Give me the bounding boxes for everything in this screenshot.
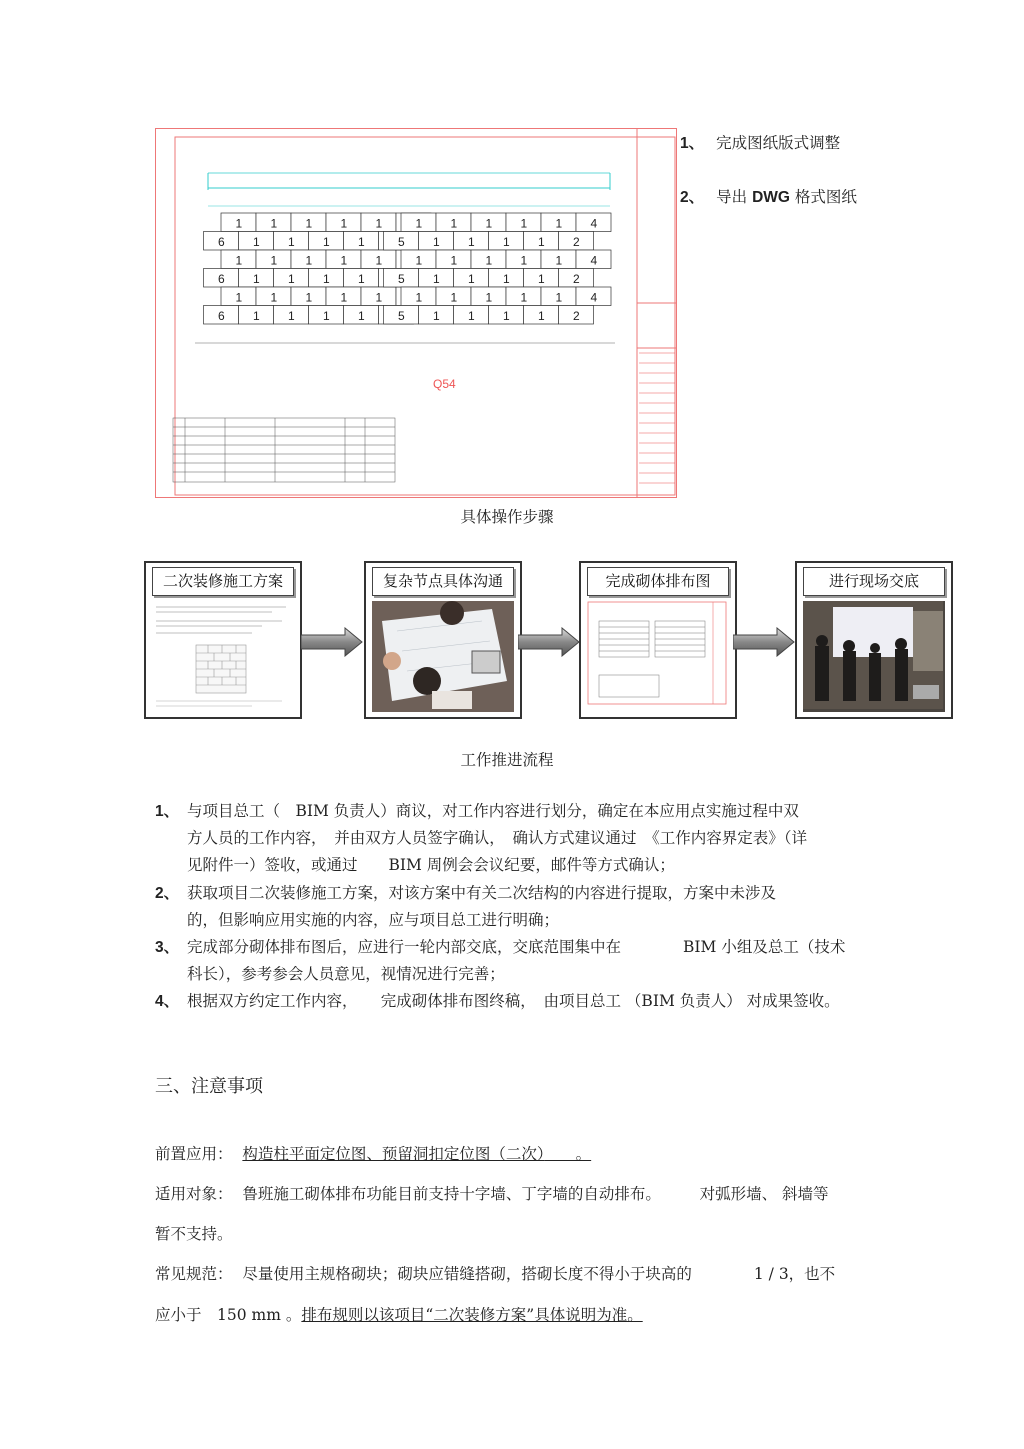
note-norm-value: 尽量使用主规格砌块；砌块应错缝搭砌，搭砌长度不得小于块高的 1 / 3，也不 <box>242 1265 836 1283</box>
brick-label: 6 <box>218 309 225 323</box>
brick-label: 1 <box>555 216 563 231</box>
note-prerequisite-value: 构造柱平面定位图、预留洞扣定位图（二次） <box>242 1145 545 1163</box>
document-thumbnail-icon <box>152 601 294 712</box>
brick-label: 1 <box>235 253 243 268</box>
list-item-4-line-1: 根据双方约定工作内容， 完成砌体排布图终稿， 由项目总工 （BIM 负责人） 对成果签收。 <box>187 992 840 1010</box>
note-prerequisite <box>155 1142 591 1164</box>
list-item-1-num: 1、 <box>155 803 180 820</box>
brick-label: 1 <box>253 272 260 286</box>
brick-label: 1 <box>323 235 330 249</box>
note-target-cont: 暂不支持。 <box>155 1225 233 1243</box>
meeting-photo-icon <box>372 601 514 712</box>
brick-label: 1 <box>468 272 475 286</box>
brick-label: 1 <box>415 216 423 231</box>
brick-label: 2 <box>573 272 580 286</box>
brick-label: 1 <box>450 290 458 305</box>
flow-arrow-icon <box>733 627 795 657</box>
brick-label: 1 <box>433 309 440 323</box>
brick-label: 1 <box>520 253 528 268</box>
brick-label: 1 <box>503 272 510 286</box>
list-item-3-line-2: 科长），参考参会人员意见，视情况进行完善； <box>187 965 505 983</box>
brick-label: 1 <box>503 235 510 249</box>
brick-label: 1 <box>503 309 510 323</box>
note-target-value: 鲁班施工砌体排布功能目前支持十字墙、丁字墙的自动排布。 对弧形墙、 斜墙等 <box>242 1185 829 1203</box>
note-norm-cont-text: 应小于 150 mm 。 <box>155 1306 302 1324</box>
side-step-2-num: 2、 <box>680 189 705 206</box>
note-norm <box>155 1262 835 1284</box>
list-item-3 <box>155 934 846 983</box>
workflow-step-3-title: 完成砌体排布图 <box>587 567 729 596</box>
brick-label: 1 <box>485 253 493 268</box>
brick-label: 1 <box>323 272 330 286</box>
side-step-2-text-end: 格式图纸 <box>789 188 857 206</box>
cad-drawing-image <box>155 128 677 498</box>
brick-label: 1 <box>520 216 528 231</box>
brick-label: 1 <box>520 290 528 305</box>
list-item-1-line-1: 与项目总工（ BIM 负责人）商议，对工作内容进行划分，确定在本应用点实施过程中双 <box>187 802 799 820</box>
side-step-1-text: 完成图纸版式调整 <box>716 134 841 152</box>
workflow-step-1 <box>144 561 302 719</box>
brick-label: 1 <box>323 309 330 323</box>
list-item-2-num: 2、 <box>155 885 180 902</box>
brick-label: 1 <box>340 290 348 305</box>
list-item-3-num: 3、 <box>155 939 180 956</box>
brick-label: 4 <box>590 253 598 268</box>
brick-label: 4 <box>590 290 598 305</box>
side-step-1 <box>680 131 840 153</box>
brick-label: 1 <box>450 253 458 268</box>
note-norm-rule: 排布规则以该项目“二次装修方案”具体说明为准。 <box>301 1306 643 1324</box>
brick-label: 1 <box>375 290 383 305</box>
brick-label: 1 <box>340 216 348 231</box>
flow-arrow-icon <box>301 627 363 657</box>
note-target-label: 适用对象： <box>155 1185 233 1203</box>
brick-label: 1 <box>375 216 383 231</box>
brick-label: 1 <box>305 253 313 268</box>
brick-label: 1 <box>433 235 440 249</box>
caption-flow: 工作推进流程 <box>460 751 554 769</box>
list-item-1-line-3: 见附件一）签收，或通过 BIM 周例会会议纪要，邮件等方式确认； <box>187 856 675 874</box>
brick-label: 1 <box>538 272 545 286</box>
brick-label: 1 <box>305 216 313 231</box>
brick-label: 1 <box>555 253 563 268</box>
brick-label: 1 <box>358 309 365 323</box>
brick-label: 1 <box>555 290 563 305</box>
drawing-label-q54: Q54 <box>433 377 456 391</box>
brick-label: 1 <box>270 253 278 268</box>
brick-label: 2 <box>573 235 580 249</box>
brick-label: 6 <box>218 235 225 249</box>
note-target <box>155 1182 829 1204</box>
brick-label: 1 <box>340 253 348 268</box>
brick-label: 1 <box>485 290 493 305</box>
presentation-photo-icon <box>803 601 945 712</box>
brick-label: 1 <box>270 290 278 305</box>
list-item-4-num: 4、 <box>155 993 180 1010</box>
brick-label: 1 <box>415 290 423 305</box>
brick-label: 5 <box>398 272 405 286</box>
workflow-step-2-title: 复杂节点具体沟通 <box>372 567 514 596</box>
side-step-2 <box>680 185 857 207</box>
brick-label: 1 <box>433 272 440 286</box>
brick-label: 1 <box>415 253 423 268</box>
caption-steps: 具体操作步骤 <box>460 508 554 526</box>
brick-label: 5 <box>398 309 405 323</box>
list-item-4 <box>155 988 840 1015</box>
brick-label: 1 <box>270 216 278 231</box>
workflow-step-3 <box>579 561 737 719</box>
workflow-step-4-title: 进行现场交底 <box>803 567 945 596</box>
brick-label: 5 <box>398 235 405 249</box>
brick-label: 2 <box>573 309 580 323</box>
brick-label: 1 <box>305 290 313 305</box>
brick-label: 1 <box>288 272 295 286</box>
brick-label: 1 <box>468 235 475 249</box>
brick-label: 6 <box>218 272 225 286</box>
brick-label: 1 <box>235 290 243 305</box>
note-norm-label: 常见规范： <box>155 1265 233 1283</box>
list-item-1-line-2: 方人员的工作内容， 并由双方人员签字确认， 确认方式建议通过 《工作内容界定表》（详 <box>187 829 808 847</box>
section-heading: 三、注意事项 <box>155 1076 263 1097</box>
side-step-2-dwg: DWG <box>752 189 790 206</box>
brick-label: 1 <box>288 309 295 323</box>
brick-label: 1 <box>375 253 383 268</box>
brick-label: 1 <box>235 216 243 231</box>
brick-label: 1 <box>538 235 545 249</box>
brick-label: 1 <box>288 235 295 249</box>
list-item-2-line-2: 的，但影响应用实施的内容，应与项目总工进行明确； <box>187 911 560 929</box>
brick-label: 1 <box>538 309 545 323</box>
note-prerequisite-end: 。 <box>544 1145 592 1163</box>
drawing-thumbnail-icon <box>587 601 729 712</box>
brick-label: 1 <box>253 235 260 249</box>
side-step-2-text: 导出 <box>716 188 753 206</box>
list-item-2-line-1: 获取项目二次装修施工方案，对该方案中有关二次结构的内容进行提取，方案中未涉及 <box>187 884 777 902</box>
brick-label: 1 <box>253 309 260 323</box>
note-norm-cont <box>155 1303 693 1325</box>
brick-label: 4 <box>590 216 598 231</box>
side-step-1-num: 1、 <box>680 135 705 152</box>
workflow-step-2 <box>364 561 522 719</box>
list-item-2 <box>155 880 777 929</box>
brick-label: 1 <box>450 216 458 231</box>
brick-label: 1 <box>468 309 475 323</box>
brick-label: 1 <box>485 216 493 231</box>
workflow-step-1-title: 二次装修施工方案 <box>152 567 294 596</box>
list-item-1 <box>155 798 808 874</box>
brick-label: 1 <box>358 235 365 249</box>
note-prerequisite-label: 前置应用： <box>155 1145 233 1163</box>
workflow-step-4 <box>795 561 953 719</box>
brick-label: 1 <box>358 272 365 286</box>
flow-arrow-icon <box>518 627 580 657</box>
list-item-3-line-1: 完成部分砌体排布图后，应进行一轮内部交底，交底范围集中在 BIM 小组及总工（技术 <box>187 938 846 956</box>
